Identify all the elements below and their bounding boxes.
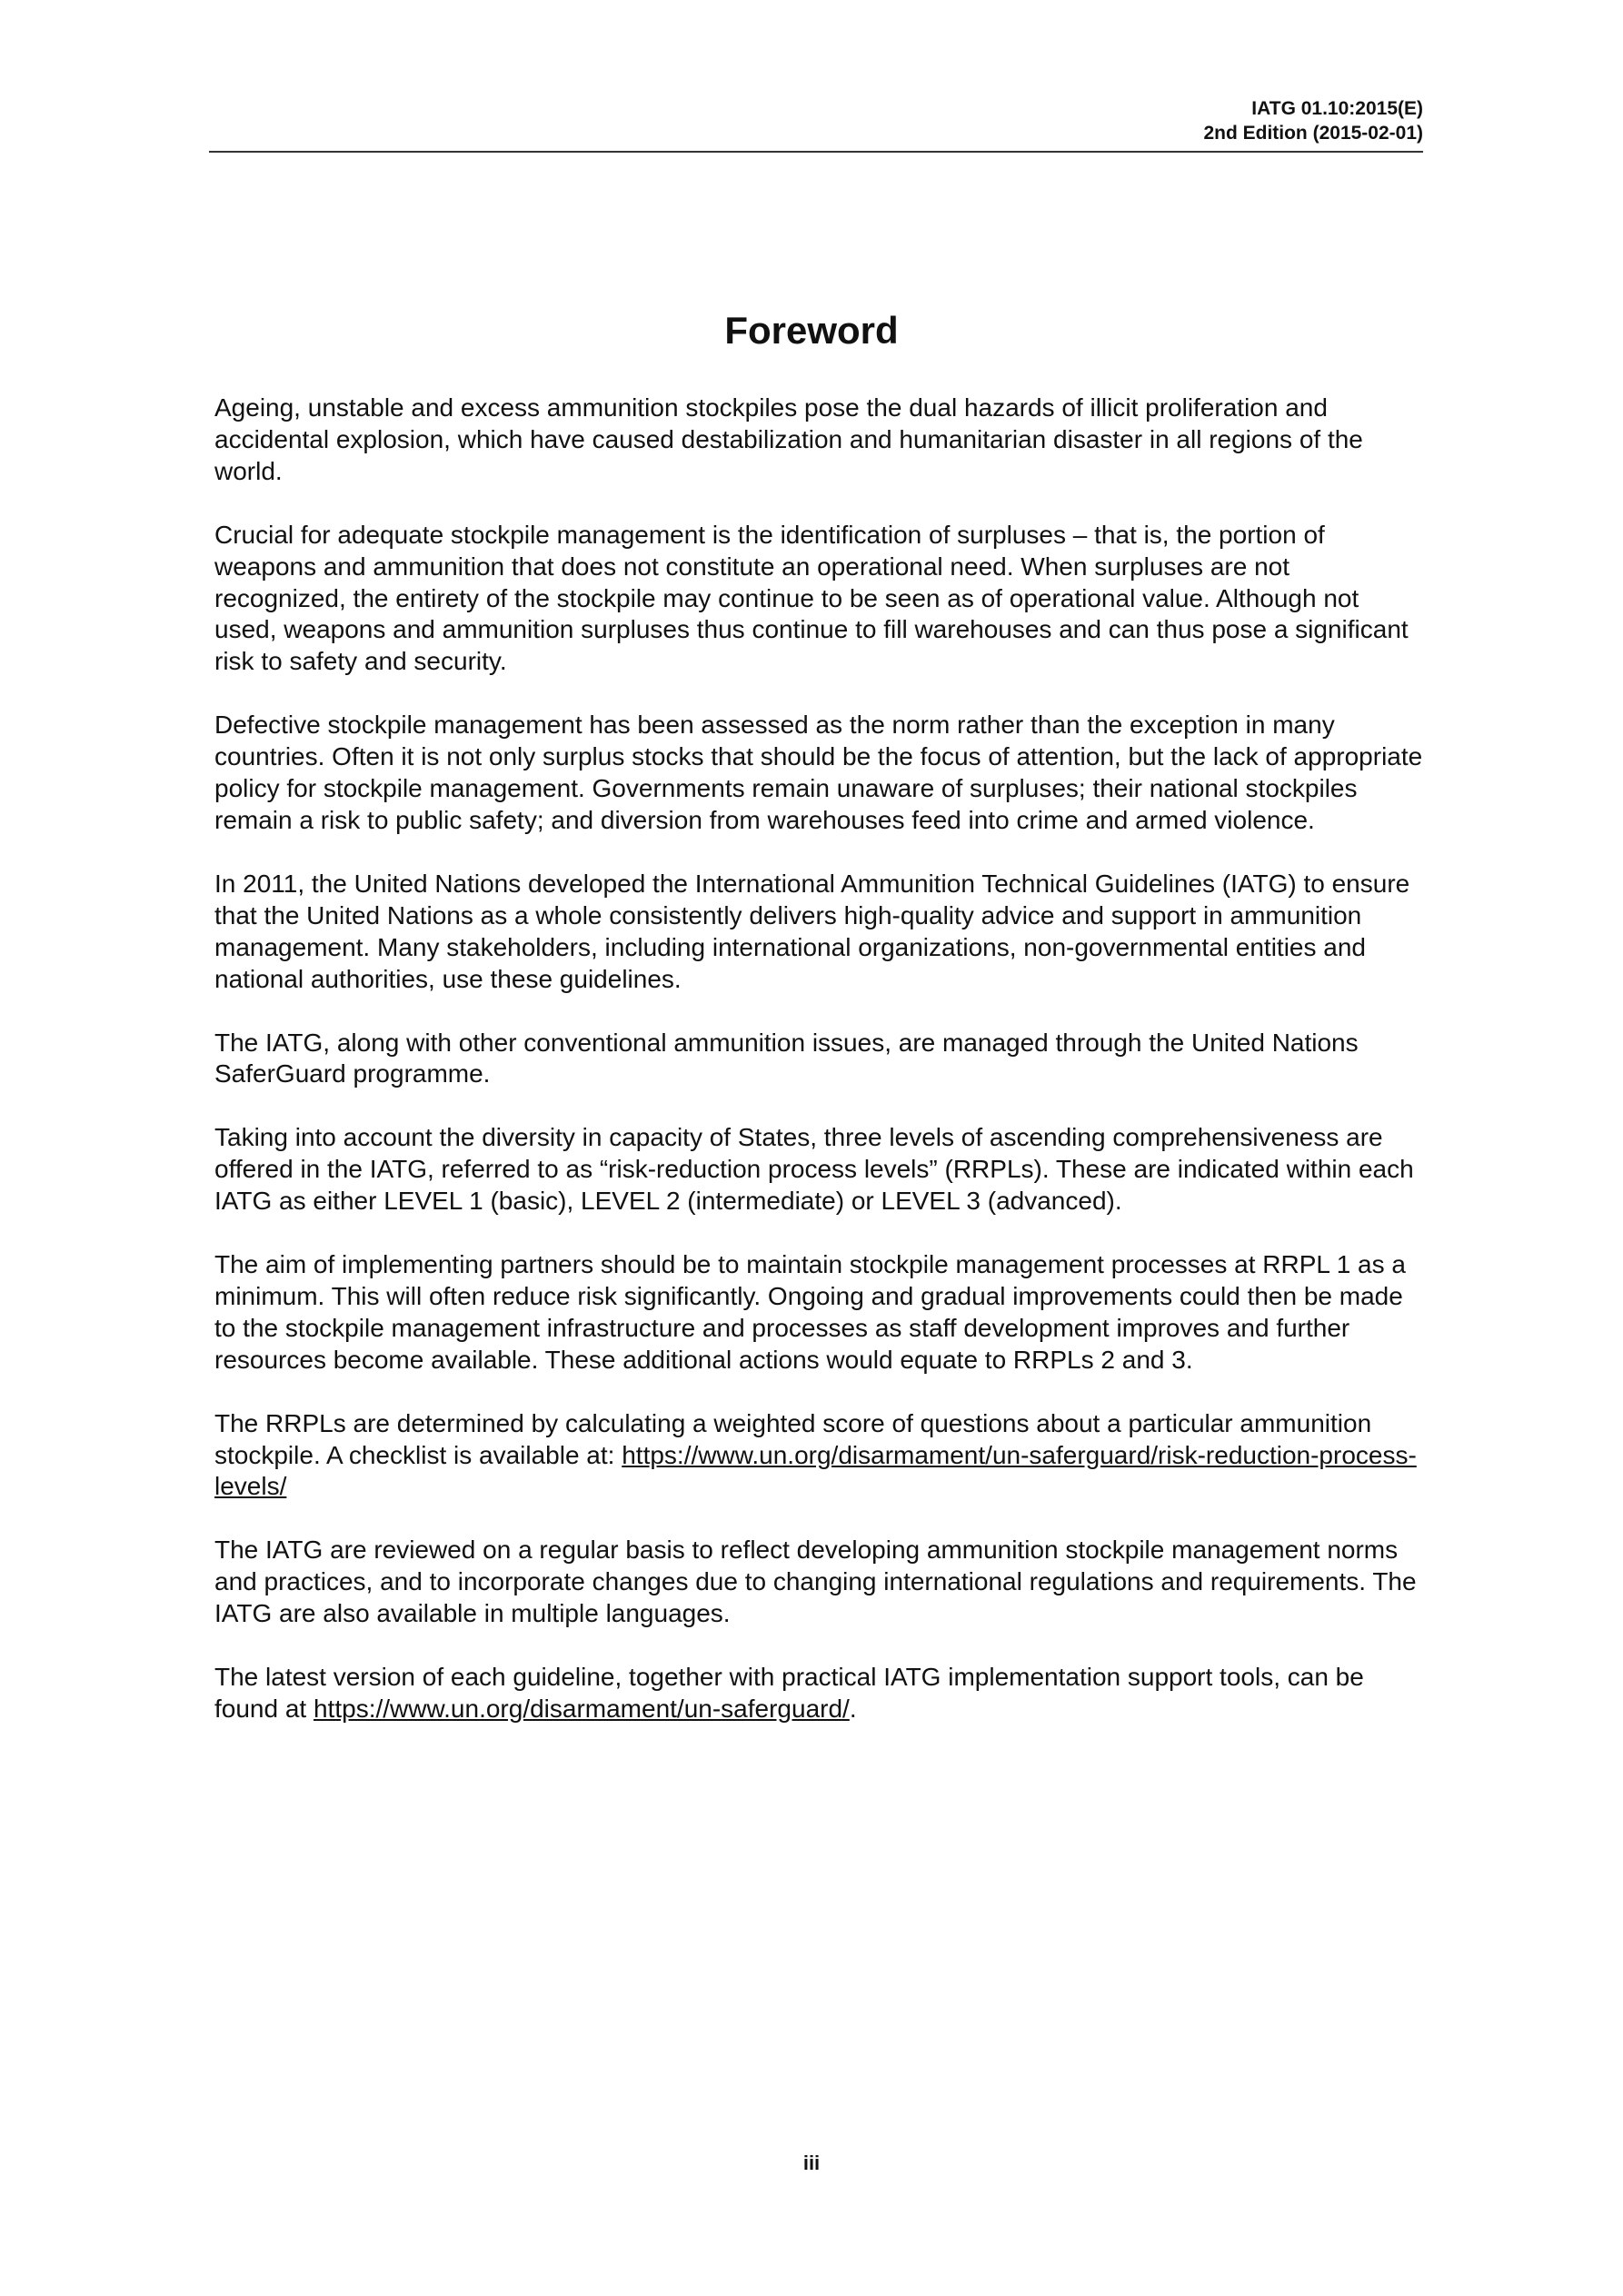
saferguard-link[interactable]: https://www.un.org/disarmament/un-saferguard/ — [313, 1695, 850, 1723]
paragraph: Defective stockpile management has been assessed as the norm rather than the exception in many countries. Often it is not only surplus stocks that should be the focus of attention, but the lack of appropriate policy for stockpile management. Governments remain unaware of surpluses; their national stockpiles remain a risk to public safety; and diversion from warehouses feed into crime and armed violence. — [214, 711, 1423, 834]
paragraph: The IATG are reviewed on a regular basis to reflect developing ammunition stockpile management norms and practices, and to incorporate changes due to changing international regulations and requirements. The IATG are also available in multiple languages. — [214, 1536, 1417, 1628]
paragraph: Ageing, unstable and excess ammunition stockpiles pose the dual hazards of illicit proliferation and accidental explosion, which have caused destabilization and humanitarian disaster in all regions of the world. — [214, 393, 1363, 485]
paragraph-text: The RRPLs are determined by calculating a weighted score of questions about a particular ammunition stockpile. A checklist is available at: — [214, 1408, 1372, 1469]
paragraph-suffix: . — [849, 1695, 857, 1723]
edition-date: 2nd Edition (2015-02-01) — [1203, 123, 1423, 144]
paragraph-rrpl-checklist — [214, 1408, 1423, 1504]
header-divider — [209, 151, 1423, 153]
foreword-body — [214, 393, 1423, 1757]
page-header — [209, 96, 1423, 145]
paragraph-text: The latest version of each guideline, together with practical IATG implementation support tools, can be found at — [214, 1663, 1364, 1723]
page-number: iii — [802, 2152, 821, 2174]
page-title: Foreword — [724, 309, 899, 352]
rrpl-checklist-link[interactable]: https://www.un.org/disarmament/un-saferguard/risk-reduction-process-levels/ — [214, 1440, 1417, 1501]
paragraph: The IATG, along with other conventional ammunition issues, are managed through the United Nations SaferGuard programme. — [214, 1028, 1359, 1088]
document-id: IATG 01.10:2015(E) — [1251, 98, 1423, 119]
paragraph: Taking into account the diversity in capacity of States, three levels of ascending comprehensiveness are offered in the IATG, referred to as “risk-reduction process levels” (RRPLs). These are indicated within each IATG as either LEVEL 1 (basic), LEVEL 2 (intermediate) or LEVEL 3 (advanced). — [214, 1123, 1414, 1216]
paragraph: Crucial for adequate stockpile management is the identification of surpluses – that is, the portion of weapons and ammunition that does not constitute an operational need. When surpluses are not recognized, the entirety of the stockpile may continue to be seen as of operational value. Although not used, weapons and ammunition surpluses thus continue to fill warehouses and can thus pose a significant risk to safety and security. — [214, 520, 1409, 676]
paragraph: The aim of implementing partners should be to maintain stockpile management processes at RRPL 1 as a minimum. This will often reduce risk significantly. Ongoing and gradual improvements could then be made to the stockpile management infrastructure and processes as staff development improves and further resources become available. These additional actions would equate to RRPLs 2 and 3. — [214, 1250, 1406, 1374]
paragraph-latest-version — [214, 1662, 1423, 1725]
paragraph: In 2011, the United Nations developed the International Ammunition Technical Guidelines (IATG) to ensure that the United Nations as a whole consistently delivers high-quality advice and support in ammunition management. Many stakeholders, including international organizations, non-governmental entities and national authorities, use these guidelines. — [214, 869, 1410, 993]
